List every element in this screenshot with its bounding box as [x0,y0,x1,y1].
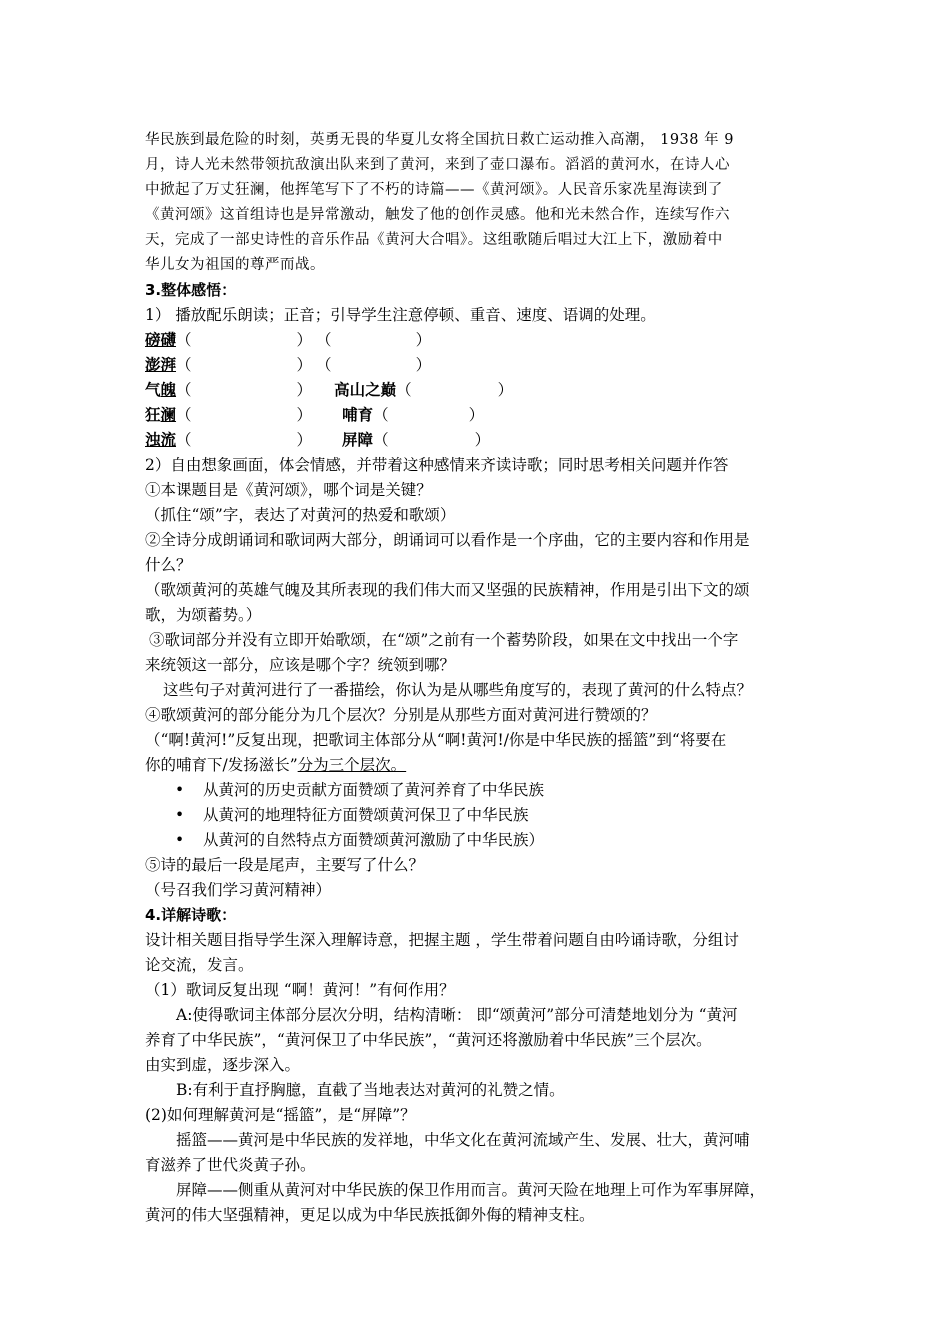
paren-open: （ [316,356,332,374]
question-1: ①本课题目是《黄河颂》，哪个词是关键？ [145,481,432,499]
list-item-text: 从黄河的历史贡献方面赞颂了黄河养育了中华民族 [203,781,545,799]
section-4-heading: 4.详解诗歌： [145,906,237,924]
paren-close: ） [296,331,313,349]
intro-paragraph [145,128,813,278]
answer-2-line: 歌，为颂蓄势。） [145,606,262,624]
vocab-row [145,403,813,428]
vocab-word: 浊流 [145,431,177,449]
sub-question-1: （1）歌词反复出现 “啊！黄河！”有何作用？ [145,981,455,999]
paren-close: ） [474,431,491,449]
list-item [145,828,813,853]
paren-close: ） [468,406,485,424]
paren-open: （ [176,331,192,349]
sub-answer-a-line: 由实到虚，逐步深入。 [145,1056,301,1074]
vocab-row [145,328,813,353]
question-2-line: 什么？ [145,556,192,574]
paren-open: （ [373,431,389,449]
paren-open: （ [316,331,332,349]
intro-line: 月，诗人光未然带领抗敌演出队来到了黄河，来到了壶口瀑布。滔滔的黄河水，在诗人心 [145,157,730,173]
vocab-word-part: 魄 [160,381,177,399]
intro-line: 天，完成了一部史诗性的音乐作品《黄河大合唱》。这组歌随后唱过大江上下，激励着中 [145,232,723,248]
section-3-heading: 3.整体感悟： [145,281,237,299]
question-5: ⑤诗的最后一段是尾声，主要写了什么？ [145,856,425,874]
vocab-row [145,428,813,453]
bullet-icon: • [175,806,185,824]
section-4-intro-line: 论交流，发言。 [145,956,254,974]
paren-open: （ [176,406,192,424]
paren-close: ） [296,406,313,424]
paren-close: ） [497,381,514,399]
vocab-word: 气 [145,381,161,399]
answer-4-underlined: 分为三个层次。 [297,756,407,774]
vocab-word: 屏障 [342,431,374,449]
vocab-word: 哺育 [342,406,374,424]
paren-close: ） [296,356,313,374]
paren-close: ） [296,431,313,449]
sub-question-2: (2)如何理解黄河是“摇篮”，是“屏障”？ [145,1106,416,1124]
vocab-row [145,353,813,378]
paren-close: ） [415,331,432,349]
intro-line: 华民族到最危险的时刻，英勇无畏的华夏儿女将全国抗日救亡运动推入高潮， 1938 年 9 [145,132,734,148]
answer-2-line: （歌颂黄河的英雄气魄及其所表现的我们伟大而又坚强的民族精神，作用是引出下文的颂 [145,581,750,599]
sub-answer-a-line: A:使得歌词主体部分层次分明，结构清晰： 即“颂黄河”部分可清楚地划分为 “黄河 [176,1006,738,1024]
paren-open: （ [396,381,412,399]
answer-5: （号召我们学习黄河精神） [145,881,332,899]
paren-open: （ [373,406,389,424]
question-2-line: ②全诗分成朗诵词和歌词两大部分，朗诵词可以看作是一个序曲，它的主要内容和作用是 [145,531,750,549]
vocab-row [145,378,813,403]
answer-1: （抓住“颂”字，表达了对黄河的热爱和歌颂） [145,506,456,524]
sub-answer-a-line: 养育了中华民族”，“黄河保卫了中华民族”，“黄河还将激励着中华民族”三个层次。 [145,1031,712,1049]
cradle-explanation-line: 育滋养了世代炎黄子孙。 [145,1156,316,1174]
answer-4-text: 你的哺育下/发扬滋长” [145,756,298,774]
vocab-word-part: 澜 [160,406,177,424]
step-2-text: 2）自由想象画面，体会情感，并带着这种感情来齐读诗歌；同时思考相关问题并作答 [145,456,729,474]
question-4: ④歌颂黄河的部分能分为几个层次？分别是从那些方面对黄河进行赞颂的？ [145,706,657,724]
document-page [145,128,813,1228]
intro-line: 《黄河颂》这首组诗也是异常激动，触发了他的创作灵感。他和光未然合作，连续写作六 [145,207,730,223]
bullet-list [145,778,813,853]
bullet-icon: • [175,781,185,799]
answer-4-line: （“啊!黄河!”反复出现，把歌词主体部分从“啊!黄河!/你是中华民族的摇篮”到“将要在 [145,731,727,749]
intro-line: 华儿女为祖国的尊严而战。 [145,257,325,273]
cradle-explanation-line: 摇篮——黄河是中华民族的发祥地，中华文化在黄河流域产生、发展、壮大，黄河哺 [176,1131,750,1149]
paren-open: （ [176,381,192,399]
bullet-icon: • [175,831,185,849]
sub-answer-b: B:有利于直抒胸臆，直截了当地表达对黄河的礼赞之情。 [176,1081,565,1099]
question-3-line: ③歌词部分并没有立即开始歌颂，在“颂”之前有一个蓄势阶段，如果在文中找出一个字 [149,631,739,649]
question-3-followup: 这些句子对黄河进行了一番描绘，你认为是从哪些角度写的，表现了黄河的什么特点？ [163,681,753,699]
barrier-explanation-line: 屏障——侧重从黄河对中华民族的保卫作用而言。黄河天险在地理上可作为军事屏障， [176,1181,766,1199]
vocab-word: 磅礴 [145,331,177,349]
section-4-intro-line: 设计相关题目指导学生深入理解诗意，把握主题 ，学生带着问题自由吟诵诗歌，分组讨 [145,931,739,949]
list-item-text: 从黄河的自然特点方面赞颂黄河激励了中华民族） [203,831,545,849]
vocab-word: 澎湃 [145,356,177,374]
intro-line: 中掀起了万丈狂澜，他挥笔写下了不朽的诗篇——《黄河颂》。人民音乐家冼星海读到了 [145,182,723,198]
question-3-line: 来统领这一部分，应该是哪个字？统领到哪？ [145,656,456,674]
paren-close: ） [415,356,432,374]
answer-4-line [145,753,813,778]
list-item [145,778,813,803]
vocab-list [145,328,813,453]
paren-close: ） [296,381,313,399]
step-1-text: 1） 播放配乐朗读；正音；引导学生注意停顿、重音、速度、语调的处理。 [145,306,656,324]
vocab-word: 高山之巅 [334,381,397,399]
paren-open: （ [176,431,192,449]
list-item [145,803,813,828]
barrier-explanation-line: 黄河的伟大坚强精神，更足以成为中华民族抵御外侮的精神支柱。 [145,1206,595,1224]
vocab-word: 狂 [145,406,161,424]
list-item-text: 从黄河的地理特征方面赞颂黄河保卫了中华民族 [203,806,529,824]
paren-open: （ [176,356,192,374]
